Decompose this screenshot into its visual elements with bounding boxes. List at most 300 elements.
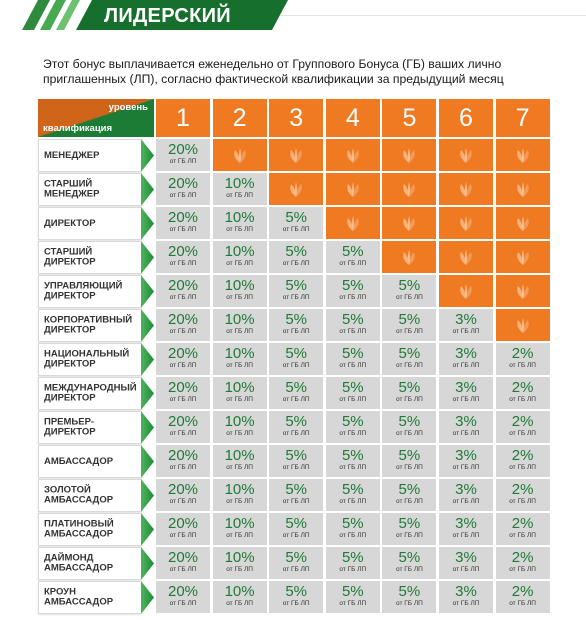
bonus-percent: 5% bbox=[285, 209, 308, 226]
bonus-unit-note: от ГБ ЛП bbox=[226, 464, 253, 471]
bonus-percent: 20% bbox=[167, 447, 199, 464]
bonus-percent: 5% bbox=[398, 311, 421, 328]
locked-level-cell bbox=[326, 139, 380, 171]
table-row bbox=[38, 207, 550, 241]
bonus-percent: 5% bbox=[285, 277, 308, 294]
bonus-unit-note: от ГБ ЛП bbox=[282, 464, 310, 471]
bonus-unit-note: от ГБ ЛП bbox=[282, 498, 310, 505]
bonus-percent: 5% bbox=[398, 583, 421, 600]
leaf-icon bbox=[456, 179, 476, 199]
locked-level-cell bbox=[496, 207, 550, 239]
bonus-percent: 10% bbox=[224, 243, 255, 260]
leaf-icon bbox=[343, 179, 363, 199]
qualification-cell bbox=[38, 445, 141, 478]
bonus-percent: 5% bbox=[398, 549, 421, 566]
bonus-percent-cell bbox=[213, 275, 267, 307]
bonus-percent-cell bbox=[496, 377, 550, 409]
bonus-percent-cell bbox=[382, 513, 436, 545]
bonus-unit-note: от ГБ ЛП bbox=[339, 362, 367, 369]
qualification-name: ДИРЕКТОР bbox=[44, 217, 96, 229]
bonus-percent-cell bbox=[439, 445, 493, 477]
table-row bbox=[38, 547, 550, 581]
bonus-unit-note: от ГБ ЛП bbox=[169, 362, 197, 369]
table-row bbox=[38, 581, 550, 615]
bonus-percent: 20% bbox=[167, 481, 199, 498]
bonus-percent: 20% bbox=[167, 141, 199, 158]
level-header-cell: 4 bbox=[326, 99, 380, 137]
table-row bbox=[38, 377, 550, 411]
bonus-unit-note: от ГБ ЛП bbox=[169, 532, 197, 539]
bonus-unit-note: от ГБ ЛП bbox=[395, 600, 423, 607]
bonus-percent: 5% bbox=[285, 515, 308, 532]
bonus-percent: 2% bbox=[511, 379, 534, 396]
bonus-percent-cell bbox=[382, 309, 436, 341]
bonus-unit-note: от ГБ ЛП bbox=[395, 396, 423, 403]
bonus-percent: 10% bbox=[224, 447, 255, 464]
bonus-percent-cell bbox=[156, 309, 210, 341]
locked-level-cell bbox=[269, 139, 323, 171]
bonus-percent-cell bbox=[213, 343, 267, 375]
bonus-unit-note: от ГБ ЛП bbox=[169, 294, 197, 301]
bonus-unit-note: от ГБ ЛП bbox=[339, 260, 367, 267]
qualification-header: квалификация bbox=[43, 123, 113, 134]
leaf-icon bbox=[399, 145, 419, 165]
bonus-percent-cell bbox=[213, 547, 267, 579]
bonus-percent: 5% bbox=[285, 583, 308, 600]
bonus-unit-note: от ГБ ЛП bbox=[169, 498, 197, 505]
bonus-unit-note: от ГБ ЛП bbox=[395, 464, 423, 471]
qualification-cell bbox=[38, 479, 141, 512]
bonus-percent-cell bbox=[156, 377, 210, 409]
bonus-unit-note: от ГБ ЛП bbox=[282, 260, 310, 267]
bonus-unit-note: от ГБ ЛП bbox=[452, 498, 480, 505]
leaf-icon bbox=[286, 179, 306, 199]
bonus-percent: 5% bbox=[341, 413, 364, 430]
bonus-unit-note: от ГБ ЛП bbox=[226, 192, 253, 199]
qualification-cell bbox=[38, 581, 141, 614]
bonus-unit-note: от ГБ ЛП bbox=[226, 294, 253, 301]
locked-level-cell bbox=[439, 275, 493, 307]
bonus-percent-cell bbox=[439, 547, 493, 579]
level-header: уровень bbox=[108, 102, 148, 113]
bonus-percent: 3% bbox=[455, 549, 477, 566]
bonus-percent: 2% bbox=[511, 583, 534, 600]
bonus-unit-note: от ГБ ЛП bbox=[509, 600, 536, 607]
row-arrow-icon bbox=[141, 411, 154, 444]
bonus-unit-note: от ГБ ЛП bbox=[509, 464, 536, 471]
bonus-percent-cell bbox=[326, 513, 380, 545]
qualification-cell bbox=[38, 411, 141, 444]
leader-bonus-table bbox=[38, 99, 550, 615]
bonus-percent-cell bbox=[382, 547, 436, 579]
row-arrow-icon bbox=[141, 445, 154, 478]
leaf-icon bbox=[513, 315, 533, 335]
table-row bbox=[38, 445, 550, 479]
qualification-name: СТАРШИЙ МЕНЕДЖЕР bbox=[44, 178, 100, 200]
locked-level-cell bbox=[496, 275, 550, 307]
bonus-percent-cell bbox=[213, 513, 267, 545]
bonus-percent-cell bbox=[326, 275, 380, 307]
bonus-percent-cell bbox=[496, 343, 550, 375]
bonus-unit-note: от ГБ ЛП bbox=[226, 430, 253, 437]
bonus-percent: 20% bbox=[167, 243, 199, 260]
bonus-percent: 3% bbox=[455, 311, 477, 328]
bonus-unit-note: от ГБ ЛП bbox=[226, 532, 253, 539]
qualification-cell bbox=[38, 343, 141, 376]
row-arrow-icon bbox=[141, 275, 154, 308]
bonus-percent-cell bbox=[156, 547, 210, 579]
bonus-unit-note: от ГБ ЛП bbox=[339, 566, 367, 573]
bonus-unit-note: от ГБ ЛП bbox=[395, 362, 423, 369]
leaf-icon bbox=[513, 247, 533, 267]
locked-level-cell bbox=[382, 207, 436, 239]
bonus-percent: 10% bbox=[224, 209, 255, 226]
bonus-percent-cell bbox=[156, 343, 210, 375]
bonus-percent-cell bbox=[439, 513, 493, 545]
locked-level-cell bbox=[439, 139, 493, 171]
leaf-icon bbox=[456, 281, 476, 301]
locked-level-cell bbox=[269, 173, 323, 205]
table-row bbox=[38, 479, 550, 513]
bonus-percent: 5% bbox=[341, 311, 364, 328]
bonus-percent-cell bbox=[269, 411, 323, 443]
bonus-unit-note: от ГБ ЛП bbox=[226, 362, 253, 369]
bonus-percent-cell bbox=[213, 241, 267, 273]
bonus-unit-note: от ГБ ЛП bbox=[395, 430, 423, 437]
bonus-unit-note: от ГБ ЛП bbox=[395, 566, 423, 573]
banner-divider bbox=[280, 15, 586, 16]
bonus-percent-cell bbox=[269, 275, 323, 307]
bonus-percent-cell bbox=[269, 207, 323, 239]
bonus-unit-note: от ГБ ЛП bbox=[282, 328, 310, 335]
bonus-percent-cell bbox=[326, 479, 380, 511]
bonus-percent-cell bbox=[382, 581, 436, 613]
bonus-unit-note: от ГБ ЛП bbox=[169, 430, 197, 437]
qualification-name: УПРАВЛЯЮЩИЙ ДИРЕКТОР bbox=[44, 280, 123, 302]
bonus-unit-note: от ГБ ЛП bbox=[169, 192, 197, 199]
bonus-unit-note: от ГБ ЛП bbox=[509, 566, 536, 573]
bonus-unit-note: от ГБ ЛП bbox=[169, 226, 197, 233]
bonus-percent-cell bbox=[156, 207, 210, 239]
bonus-percent-cell bbox=[382, 343, 436, 375]
level-header-cell: 6 bbox=[439, 99, 493, 137]
bonus-unit-note: от ГБ ЛП bbox=[226, 566, 253, 573]
bonus-unit-note: от ГБ ЛП bbox=[282, 396, 310, 403]
qualification-name: МЕЖДУНАРОДНЫЙ ДИРЕКТОР bbox=[44, 382, 137, 404]
bonus-unit-note: от ГБ ЛП bbox=[169, 600, 197, 607]
bonus-percent-cell bbox=[269, 309, 323, 341]
bonus-unit-note: от ГБ ЛП bbox=[282, 532, 310, 539]
qualification-cell bbox=[38, 241, 141, 274]
bonus-unit-note: от ГБ ЛП bbox=[339, 430, 367, 437]
leaf-icon bbox=[343, 213, 363, 233]
bonus-percent: 20% bbox=[167, 209, 199, 226]
level-header-cell: 2 bbox=[213, 99, 267, 137]
bonus-percent-cell bbox=[269, 343, 323, 375]
leaf-icon bbox=[399, 179, 419, 199]
bonus-percent: 2% bbox=[511, 481, 534, 498]
bonus-percent: 5% bbox=[285, 549, 308, 566]
bonus-unit-note: от ГБ ЛП bbox=[339, 498, 367, 505]
bonus-percent: 20% bbox=[167, 311, 199, 328]
bonus-unit-note: от ГБ ЛП bbox=[169, 566, 197, 573]
level-header-cell: 5 bbox=[382, 99, 436, 137]
bonus-percent: 2% bbox=[511, 345, 534, 362]
bonus-unit-note: от ГБ ЛП bbox=[282, 430, 310, 437]
leaf-icon bbox=[399, 247, 419, 267]
bonus-percent: 5% bbox=[398, 345, 421, 362]
bonus-unit-note: от ГБ ЛП bbox=[452, 328, 480, 335]
locked-level-cell bbox=[213, 139, 267, 171]
leaf-icon bbox=[513, 145, 533, 165]
locked-level-cell bbox=[496, 241, 550, 273]
bonus-unit-note: от ГБ ЛП bbox=[452, 566, 480, 573]
locked-level-cell bbox=[382, 139, 436, 171]
locked-level-cell bbox=[326, 173, 380, 205]
bonus-percent: 20% bbox=[167, 583, 199, 600]
bonus-percent: 5% bbox=[341, 277, 364, 294]
bonus-unit-note: от ГБ ЛП bbox=[395, 498, 423, 505]
qualification-name: КРОУН АМБАССАДОР bbox=[44, 586, 114, 608]
bonus-percent: 5% bbox=[285, 345, 308, 362]
bonus-percent-cell bbox=[382, 275, 436, 307]
bonus-unit-note: от ГБ ЛП bbox=[509, 430, 536, 437]
header-corner bbox=[38, 99, 154, 137]
bonus-percent-cell bbox=[439, 377, 493, 409]
bonus-percent: 2% bbox=[511, 413, 534, 430]
page-title: ЛИДЕРСКИЙ БОНУС bbox=[104, 5, 231, 53]
bonus-percent: 2% bbox=[511, 515, 534, 532]
locked-level-cell bbox=[439, 173, 493, 205]
table-row bbox=[38, 139, 550, 173]
bonus-unit-note: от ГБ ЛП bbox=[395, 294, 423, 301]
row-arrow-icon bbox=[141, 513, 154, 546]
bonus-percent-cell bbox=[156, 241, 210, 273]
qualification-cell bbox=[38, 207, 141, 240]
bonus-percent: 5% bbox=[285, 379, 308, 396]
table-row bbox=[38, 513, 550, 547]
bonus-percent: 5% bbox=[341, 243, 364, 260]
row-arrow-icon bbox=[141, 547, 154, 580]
bonus-percent: 20% bbox=[167, 277, 199, 294]
bonus-unit-note: от ГБ ЛП bbox=[452, 362, 480, 369]
bonus-percent-cell bbox=[439, 411, 493, 443]
bonus-percent-cell bbox=[213, 377, 267, 409]
table-header-row bbox=[38, 99, 550, 139]
bonus-unit-note: от ГБ ЛП bbox=[169, 396, 197, 403]
bonus-percent-cell bbox=[439, 309, 493, 341]
bonus-percent: 5% bbox=[398, 515, 421, 532]
qualification-name: ПРЕМЬЕР- ДИРЕКТОР bbox=[44, 416, 96, 438]
bonus-percent-cell bbox=[382, 377, 436, 409]
bonus-percent: 10% bbox=[224, 549, 255, 566]
bonus-percent: 5% bbox=[285, 243, 308, 260]
bonus-percent: 5% bbox=[398, 413, 421, 430]
table-row bbox=[38, 241, 550, 275]
row-arrow-icon bbox=[141, 377, 154, 410]
bonus-unit-note: от ГБ ЛП bbox=[226, 600, 253, 607]
bonus-unit-note: от ГБ ЛП bbox=[282, 294, 310, 301]
qualification-name: НАЦИОНАЛЬНЫЙ ДИРЕКТОР bbox=[44, 348, 130, 370]
bonus-percent: 5% bbox=[398, 447, 421, 464]
qualification-name: МЕНЕДЖЕР bbox=[44, 149, 100, 161]
qualification-name: ПЛАТИНОВЫЙ АМБАССАДОР bbox=[44, 518, 114, 540]
leaf-icon bbox=[513, 179, 533, 199]
leaf-icon bbox=[399, 213, 419, 233]
leaf-icon bbox=[230, 145, 250, 165]
qualification-name: ДАЙМОНД АМБАССАДОР bbox=[44, 552, 114, 574]
bonus-percent: 5% bbox=[341, 447, 364, 464]
bonus-percent-cell bbox=[269, 479, 323, 511]
bonus-percent-cell bbox=[269, 547, 323, 579]
level-header-cell: 1 bbox=[156, 99, 210, 137]
bonus-percent: 3% bbox=[455, 481, 477, 498]
bonus-unit-note: от ГБ ЛП bbox=[395, 532, 423, 539]
table-row bbox=[38, 411, 550, 445]
bonus-percent-cell bbox=[269, 241, 323, 273]
bonus-percent-cell bbox=[326, 241, 380, 273]
bonus-percent: 20% bbox=[167, 175, 199, 192]
leaf-icon bbox=[513, 281, 533, 301]
bonus-percent-cell bbox=[496, 445, 550, 477]
row-arrow-icon bbox=[141, 139, 154, 172]
qualification-cell bbox=[38, 513, 141, 546]
bonus-percent-cell bbox=[326, 445, 380, 477]
bonus-percent: 5% bbox=[285, 311, 308, 328]
bonus-percent-cell bbox=[496, 479, 550, 511]
bonus-unit-note: от ГБ ЛП bbox=[339, 396, 367, 403]
leaf-icon bbox=[513, 213, 533, 233]
qualification-cell bbox=[38, 275, 141, 308]
locked-level-cell bbox=[382, 241, 436, 273]
bonus-percent: 10% bbox=[224, 345, 255, 362]
bonus-unit-note: от ГБ ЛП bbox=[452, 600, 480, 607]
locked-level-cell bbox=[382, 173, 436, 205]
bonus-unit-note: от ГБ ЛП bbox=[339, 328, 367, 335]
bonus-unit-note: от ГБ ЛП bbox=[282, 226, 310, 233]
qualification-name: СТАРШИЙ ДИРЕКТОР bbox=[44, 246, 96, 268]
bonus-percent-cell bbox=[326, 581, 380, 613]
bonus-percent: 10% bbox=[224, 515, 255, 532]
bonus-percent: 5% bbox=[398, 277, 421, 294]
bonus-percent-cell bbox=[269, 377, 323, 409]
level-header-cell: 7 bbox=[496, 99, 550, 137]
bonus-unit-note: от ГБ ЛП bbox=[452, 396, 480, 403]
bonus-unit-note: от ГБ ЛП bbox=[282, 600, 310, 607]
bonus-percent: 20% bbox=[167, 345, 199, 362]
bonus-unit-note: от ГБ ЛП bbox=[509, 396, 536, 403]
bonus-unit-note: от ГБ ЛП bbox=[509, 532, 536, 539]
bonus-percent-cell bbox=[382, 411, 436, 443]
bonus-unit-note: от ГБ ЛП bbox=[169, 328, 197, 335]
bonus-percent-cell bbox=[156, 479, 210, 511]
bonus-percent: 10% bbox=[224, 379, 255, 396]
bonus-percent: 3% bbox=[455, 583, 477, 600]
bonus-percent-cell bbox=[326, 411, 380, 443]
locked-level-cell bbox=[439, 207, 493, 239]
bonus-percent-cell bbox=[213, 173, 267, 205]
leaf-icon bbox=[343, 145, 363, 165]
level-header-cell: 3 bbox=[269, 99, 323, 137]
bonus-percent: 20% bbox=[167, 549, 199, 566]
leaf-icon bbox=[456, 213, 476, 233]
table-row bbox=[38, 309, 550, 343]
locked-level-cell bbox=[496, 173, 550, 205]
bonus-percent-cell bbox=[156, 445, 210, 477]
bonus-percent: 5% bbox=[398, 379, 421, 396]
bonus-percent-cell bbox=[156, 275, 210, 307]
intro-text: Этот бонус выплачивается еженедельно от Группового Бонуса (ГБ) ваших лично приглашенных (ЛП), согласно фактической квалификации за предыдущий месяц bbox=[43, 57, 504, 86]
qualification-cell bbox=[38, 309, 141, 342]
row-arrow-icon bbox=[141, 207, 154, 240]
bonus-unit-note: от ГБ ЛП bbox=[226, 498, 253, 505]
bonus-percent: 20% bbox=[167, 379, 199, 396]
bonus-percent-cell bbox=[156, 411, 210, 443]
bonus-percent: 5% bbox=[341, 549, 364, 566]
qualification-cell bbox=[38, 173, 141, 206]
bonus-unit-note: от ГБ ЛП bbox=[226, 226, 253, 233]
bonus-unit-note: от ГБ ЛП bbox=[452, 532, 480, 539]
bonus-percent: 2% bbox=[511, 447, 534, 464]
table-row bbox=[38, 343, 550, 377]
qualification-cell bbox=[38, 139, 141, 172]
bonus-percent-cell bbox=[496, 547, 550, 579]
bonus-percent: 3% bbox=[455, 413, 477, 430]
bonus-unit-note: от ГБ ЛП bbox=[452, 464, 480, 471]
bonus-unit-note: от ГБ ЛП bbox=[282, 362, 310, 369]
bonus-percent: 2% bbox=[511, 549, 534, 566]
bonus-percent: 3% bbox=[455, 345, 477, 362]
row-arrow-icon bbox=[141, 173, 154, 206]
bonus-percent-cell bbox=[269, 581, 323, 613]
table-row bbox=[38, 275, 550, 309]
bonus-percent: 10% bbox=[224, 481, 255, 498]
bonus-percent-cell bbox=[213, 309, 267, 341]
qualification-name: ЗОЛОТОЙ АМБАССАДОР bbox=[44, 484, 114, 506]
row-arrow-icon bbox=[141, 479, 154, 512]
bonus-percent-cell bbox=[496, 411, 550, 443]
bonus-percent-cell bbox=[156, 139, 210, 171]
row-arrow-icon bbox=[141, 343, 154, 376]
bonus-percent: 5% bbox=[285, 447, 308, 464]
bonus-percent: 10% bbox=[224, 311, 255, 328]
qualification-name: КОРПОРАТИВНЫЙ ДИРЕКТОР bbox=[44, 314, 133, 336]
bonus-percent: 10% bbox=[224, 583, 255, 600]
bonus-unit-note: от ГБ ЛП bbox=[509, 362, 536, 369]
leaf-icon bbox=[456, 145, 476, 165]
bonus-unit-note: от ГБ ЛП bbox=[169, 260, 197, 267]
bonus-unit-note: от ГБ ЛП bbox=[169, 464, 197, 471]
qualification-cell bbox=[38, 377, 141, 410]
bonus-percent-cell bbox=[439, 479, 493, 511]
bonus-percent: 20% bbox=[167, 515, 199, 532]
locked-level-cell bbox=[496, 139, 550, 171]
bonus-percent: 10% bbox=[224, 175, 255, 192]
row-arrow-icon bbox=[141, 581, 154, 614]
bonus-percent: 5% bbox=[341, 379, 364, 396]
bonus-unit-note: от ГБ ЛП bbox=[395, 328, 423, 335]
locked-level-cell bbox=[439, 241, 493, 273]
table-row bbox=[38, 173, 550, 207]
bonus-percent: 20% bbox=[167, 413, 199, 430]
bonus-percent-cell bbox=[382, 445, 436, 477]
bonus-percent: 10% bbox=[224, 277, 255, 294]
row-arrow-icon bbox=[141, 309, 154, 342]
bonus-percent-cell bbox=[213, 445, 267, 477]
bonus-unit-note: от ГБ ЛП bbox=[339, 600, 367, 607]
bonus-percent: 5% bbox=[341, 345, 364, 362]
bonus-unit-note: от ГБ ЛП bbox=[339, 464, 367, 471]
